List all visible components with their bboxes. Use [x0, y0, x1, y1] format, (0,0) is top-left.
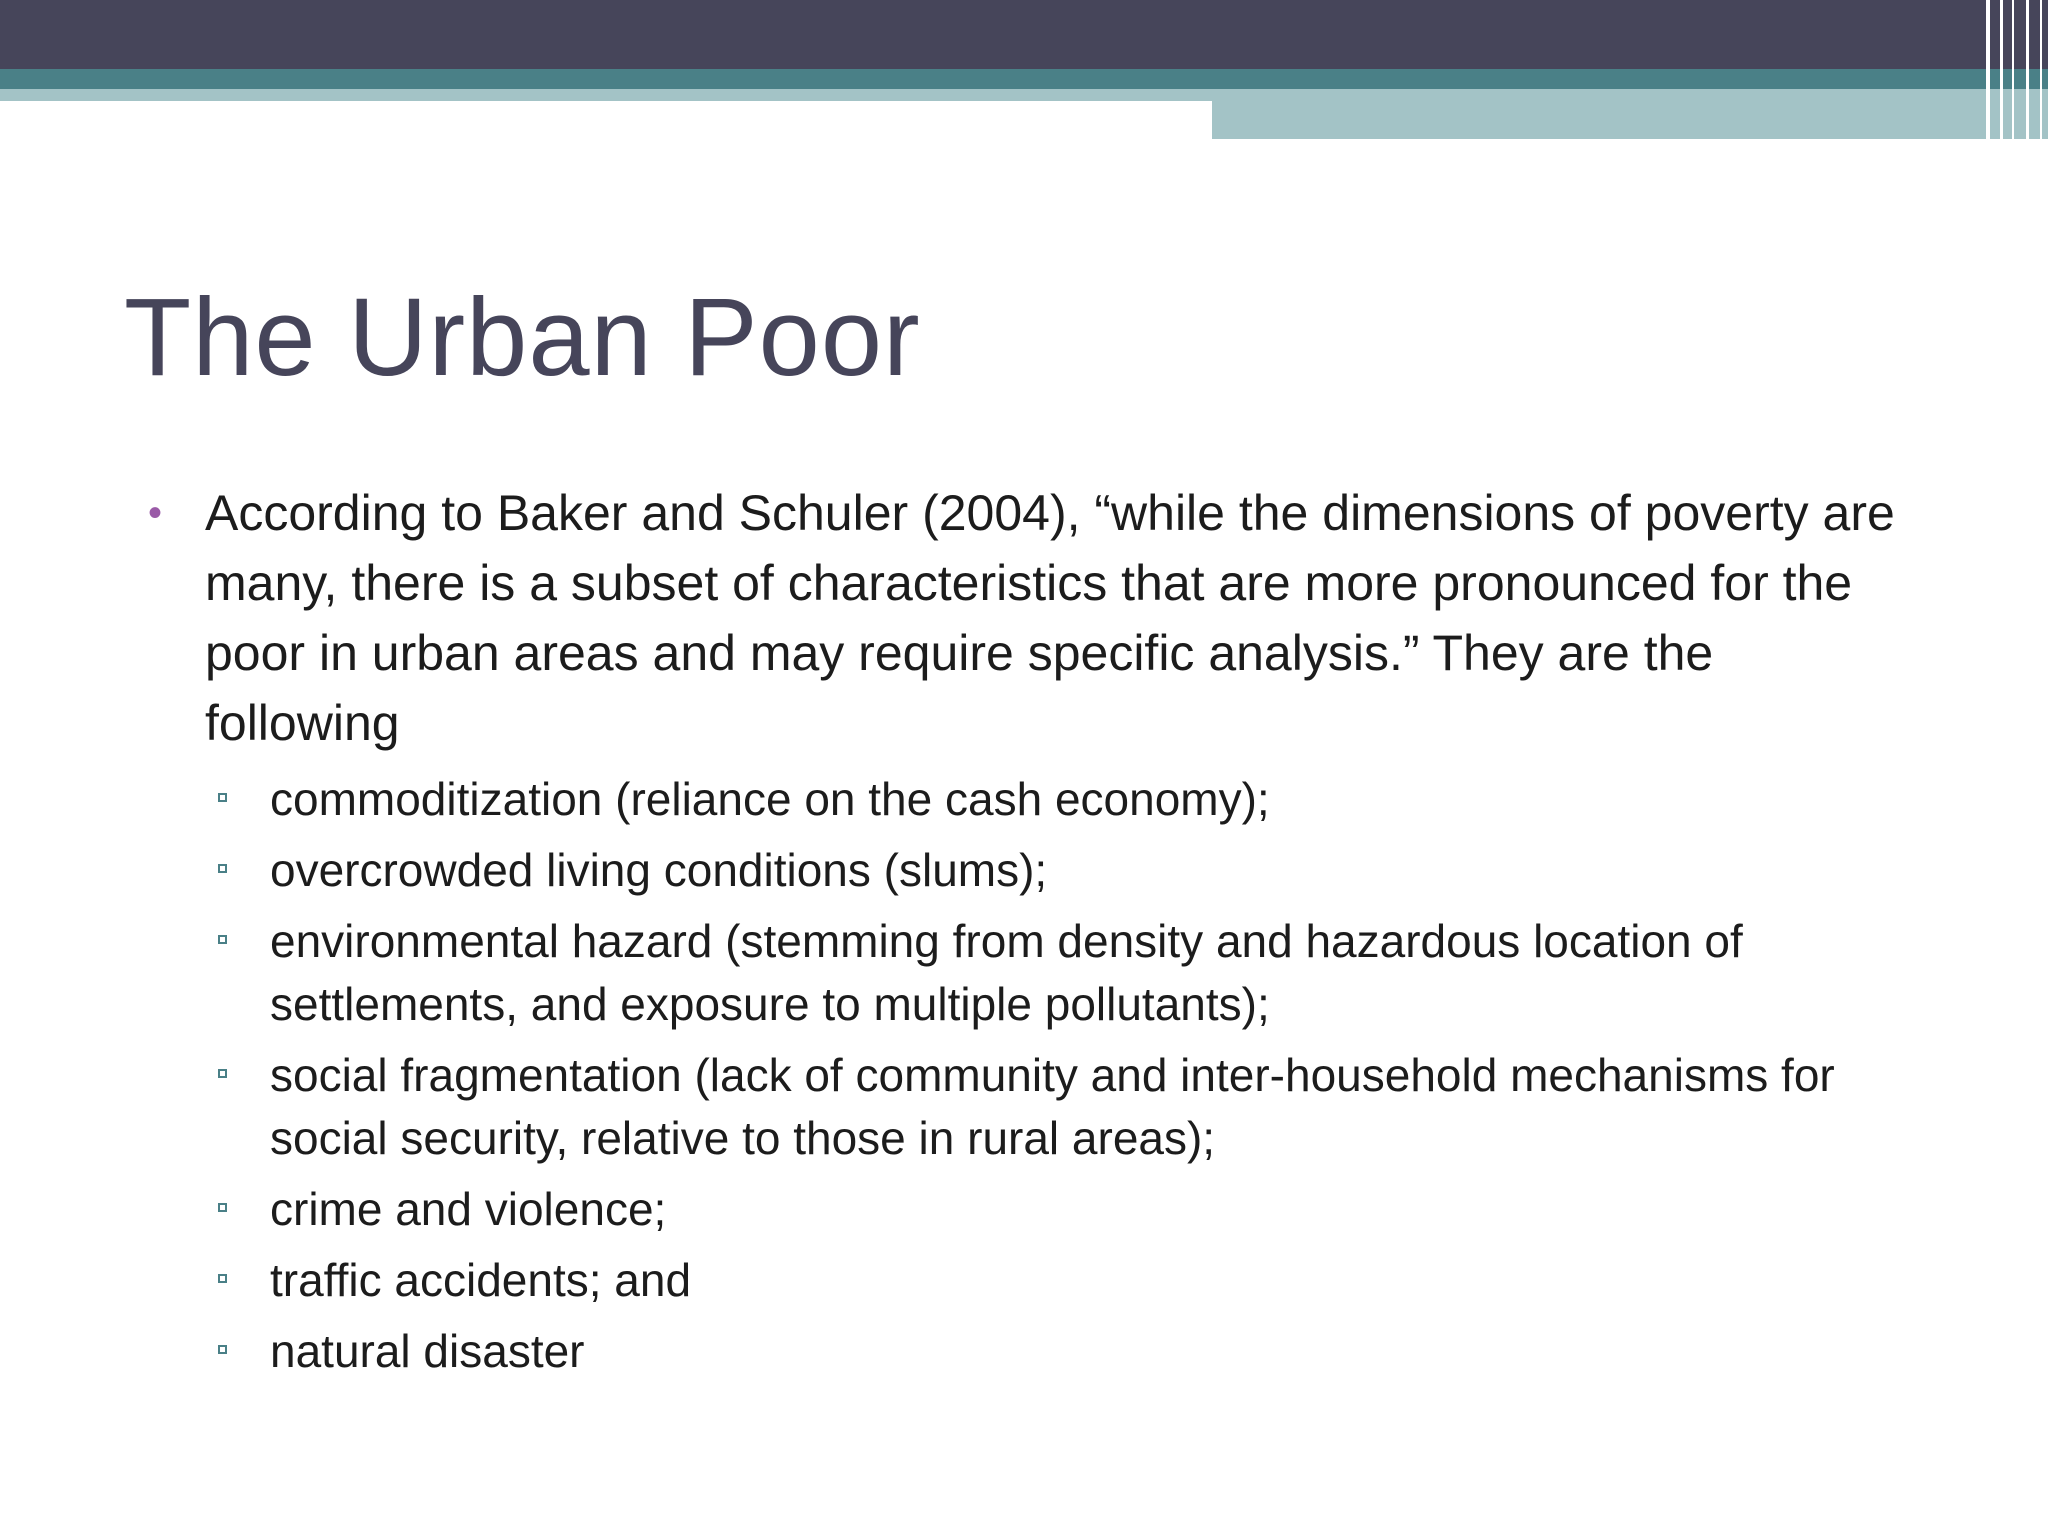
sub-bullet-item — [148, 1044, 1908, 1170]
sub-bullet-text: natural disaster — [270, 1325, 585, 1377]
square-bullet-icon — [218, 793, 227, 802]
square-bullet-icon — [218, 1203, 227, 1212]
sub-bullet-text: traffic accidents; and — [270, 1254, 692, 1306]
bullet-text: According to Baker and Schuler (2004), “while the dimensions of poverty are many, there is a subset of characteristics that are more pronounced for the poor in urban areas and may require specific analysis.” They are the following — [205, 485, 1895, 751]
square-bullet-icon — [218, 1069, 227, 1078]
header-stripe — [2026, 0, 2029, 139]
square-bullet-icon — [218, 935, 227, 944]
header-band-pale-right — [1212, 89, 2048, 139]
header-band-pale-left — [0, 89, 1212, 101]
bullet-dot-icon: • — [148, 491, 163, 535]
sub-bullet-item — [148, 768, 1908, 831]
sub-bullet-item — [148, 910, 1908, 1036]
sub-bullet-text: overcrowded living conditions (slums); — [270, 844, 1048, 896]
sub-bullet-item — [148, 1178, 1908, 1241]
header-band-teal — [0, 69, 2048, 91]
sub-bullet-item — [148, 1249, 1908, 1312]
sub-bullet-text: social fragmentation (lack of community and inter-household mechanisms for social security, relative to those in rural areas); — [270, 1049, 1835, 1164]
sub-bullet-item — [148, 839, 1908, 902]
slide-body — [148, 478, 1908, 1391]
sub-bullet-text: crime and violence; — [270, 1183, 667, 1235]
sub-bullet-item — [148, 1320, 1908, 1383]
square-bullet-icon — [218, 1345, 227, 1354]
sub-bullet-text: commoditization (reliance on the cash economy); — [270, 773, 1270, 825]
header-stripe — [2040, 0, 2042, 139]
square-bullet-icon — [218, 1274, 227, 1283]
slide-title: The Urban Poor — [124, 276, 921, 399]
bullet-item — [148, 478, 1908, 758]
sub-bullet-text: environmental hazard (stemming from density and hazardous location of settlements, and exposure to multiple pollutants); — [270, 915, 1743, 1030]
header-stripe — [1986, 0, 1990, 139]
header-stripe — [2012, 0, 2014, 139]
header-stripe — [2000, 0, 2003, 139]
square-bullet-icon — [218, 864, 227, 873]
header-band-dark — [0, 0, 2048, 69]
